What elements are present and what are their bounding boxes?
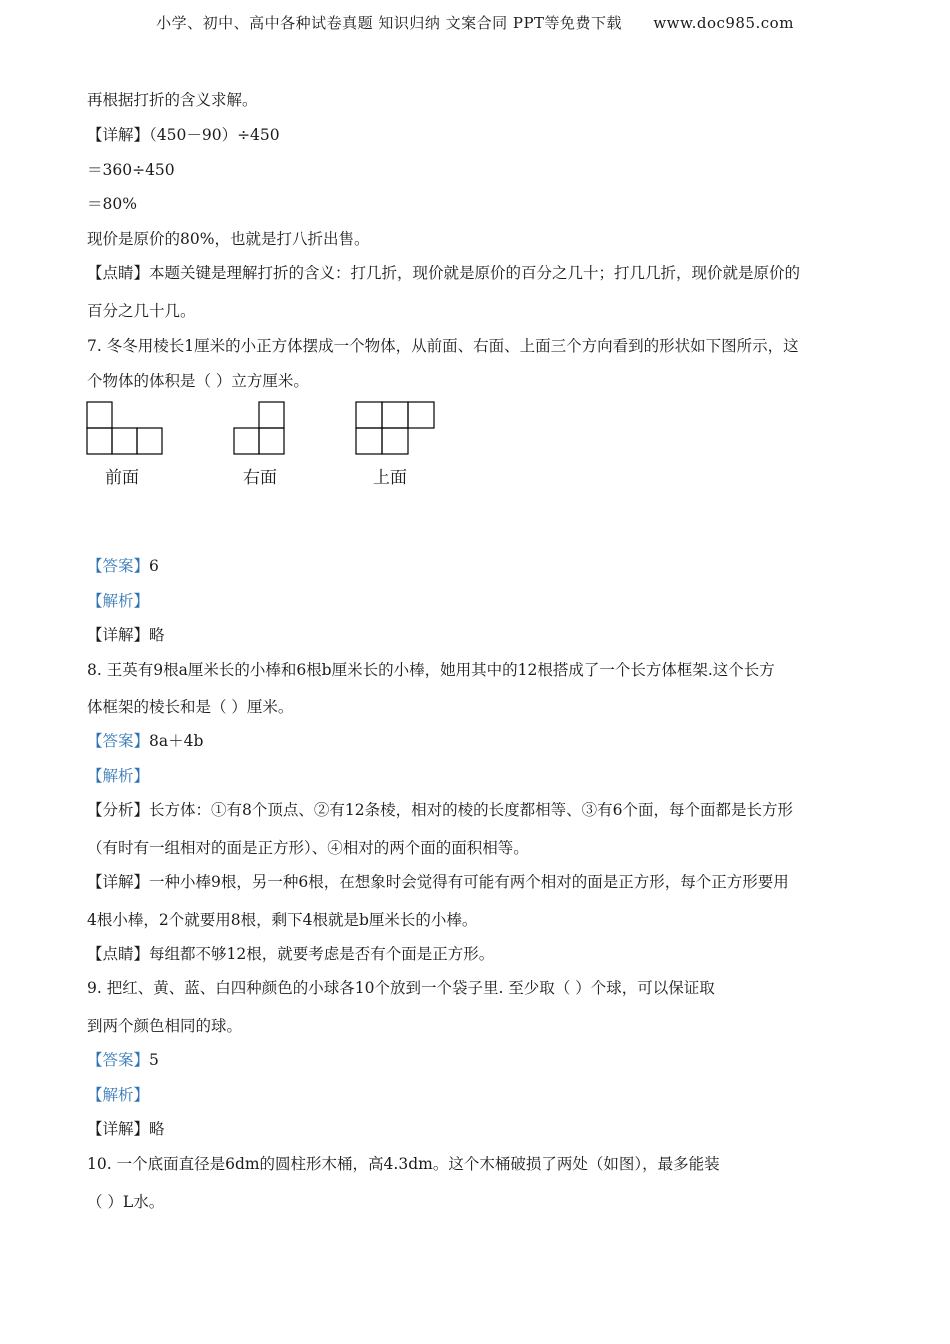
q7-analysis-tag: 【解析】 <box>87 592 150 610</box>
top-cell <box>382 428 408 454</box>
q8-answer <box>87 731 203 751</box>
q6-keypoint-text: 本题关键是理解打折的含义：打几折，现价就是原价的百分之几十；打几几折，现价就是原价的 <box>149 264 801 282</box>
top-cell <box>382 402 408 428</box>
q7-answer-value: 6 <box>149 557 159 575</box>
q8-answer-tag: 【答案】 <box>87 732 150 750</box>
q8-answer-value: 8a＋4b <box>149 732 204 750</box>
q6-detail-tag: 【详解】 <box>87 126 150 144</box>
q7-stem-1: 7. 冬冬用棱长1厘米的小正方体摆成一个物体，从前面、右面、上面三个方向看到的形状如下图所示，这 <box>87 337 799 355</box>
q6-conclusion: 现价是原价的80%，也就是打八折出售。 <box>87 230 370 248</box>
q8-keypoint-tag: 【点睛】 <box>87 945 150 963</box>
q9-stem-1: 9. 把红、黄、蓝、白四种颜色的小球各10个放到一个袋子里. 至少取（ ）个球，可以保证取 <box>87 979 715 997</box>
q8-fenxi-tag: 【分析】 <box>87 801 150 819</box>
top-cell <box>408 402 434 428</box>
q8-detail-text: 一种小棒9根，另一种6根，在想象时会觉得有可能有两个相对的面是正方形，每个正方形要用 <box>149 873 789 891</box>
q8-keypoint-text: 每组都不够12根，就要考虑是否有个面是正方形。 <box>149 945 495 963</box>
q10-stem-1: 10. 一个底面直径是6dm的圆柱形木桶，高4.3dm。这个木桶破损了两处（如图），最多能装 <box>87 1155 720 1173</box>
q7-detail-tag: 【详解】 <box>87 626 150 644</box>
right-cell <box>234 428 259 454</box>
q8-fenxi <box>87 800 793 820</box>
q6-continuation: 再根据打折的含义求解。 <box>87 91 258 109</box>
q7-detail-text: 略 <box>149 626 165 644</box>
header-site: www.doc985.com <box>653 14 794 32</box>
q8-detail-tag: 【详解】 <box>87 873 150 891</box>
q6-step1: ＝360÷450 <box>87 161 175 179</box>
q6-detail-text: （450－90）÷450 <box>149 126 280 144</box>
page-header <box>0 12 950 33</box>
q7-detail <box>87 625 165 645</box>
q8-detail-2: 4根小棒，2个就要用8根，剩下4根就是b厘米长的小棒。 <box>87 911 478 929</box>
q9-detail-text: 略 <box>149 1120 165 1138</box>
q7-views-svg <box>86 401 446 461</box>
front-cell <box>87 402 112 428</box>
q7-answer <box>87 556 159 576</box>
q9-detail <box>87 1119 165 1139</box>
q8-stem-2: 体框架的棱长和是（ ）厘米。 <box>87 698 294 716</box>
right-cell <box>259 428 284 454</box>
q10-stem-2: （ ）L水。 <box>87 1193 165 1211</box>
q6-detail <box>87 125 280 145</box>
q9-stem-2: 到两个颜色相同的球。 <box>87 1017 243 1035</box>
top-cell <box>356 428 382 454</box>
q9-answer-tag: 【答案】 <box>87 1051 150 1069</box>
q8-analysis-tag: 【解析】 <box>87 767 150 785</box>
q9-analysis-tag: 【解析】 <box>87 1086 150 1104</box>
right-cell <box>259 402 284 428</box>
front-cell <box>137 428 162 454</box>
q7-views-figure <box>86 401 446 491</box>
label-front: 前面 <box>105 468 139 488</box>
q6-key-point <box>87 263 800 283</box>
q6-keypoint-tag: 【点睛】 <box>87 264 150 282</box>
q6-step2: ＝80% <box>87 195 137 213</box>
top-cell <box>356 402 382 428</box>
q7-answer-tag: 【答案】 <box>87 557 150 575</box>
q8-detail <box>87 872 789 892</box>
header-title: 小学、初中、高中各种试卷真题 知识归纳 文案合同 PPT等免费下载 <box>156 14 623 32</box>
label-right: 右面 <box>243 468 277 488</box>
label-top: 上面 <box>373 468 407 488</box>
q6-key-point-2: 百分之几十几。 <box>87 302 196 320</box>
q8-fenxi-text: 长方体：①有8个顶点、②有12条棱，相对的棱的长度都相等、③有6个面，每个面都是长方形 <box>149 801 793 819</box>
front-cell <box>87 428 112 454</box>
q9-answer <box>87 1050 159 1070</box>
q8-stem-1: 8. 王英有9根a厘米长的小棒和6根b厘米长的小棒，她用其中的12根搭成了一个长方体框架.这个长方 <box>87 661 775 679</box>
q9-detail-tag: 【详解】 <box>87 1120 150 1138</box>
q8-key-point <box>87 944 494 964</box>
q9-answer-value: 5 <box>149 1051 159 1069</box>
q8-fenxi-2: （有时有一组相对的面是正方形）、④相对的两个面的面积相等。 <box>87 839 529 857</box>
front-cell <box>112 428 137 454</box>
q7-stem-2: 个物体的体积是（ ）立方厘米。 <box>87 372 309 390</box>
